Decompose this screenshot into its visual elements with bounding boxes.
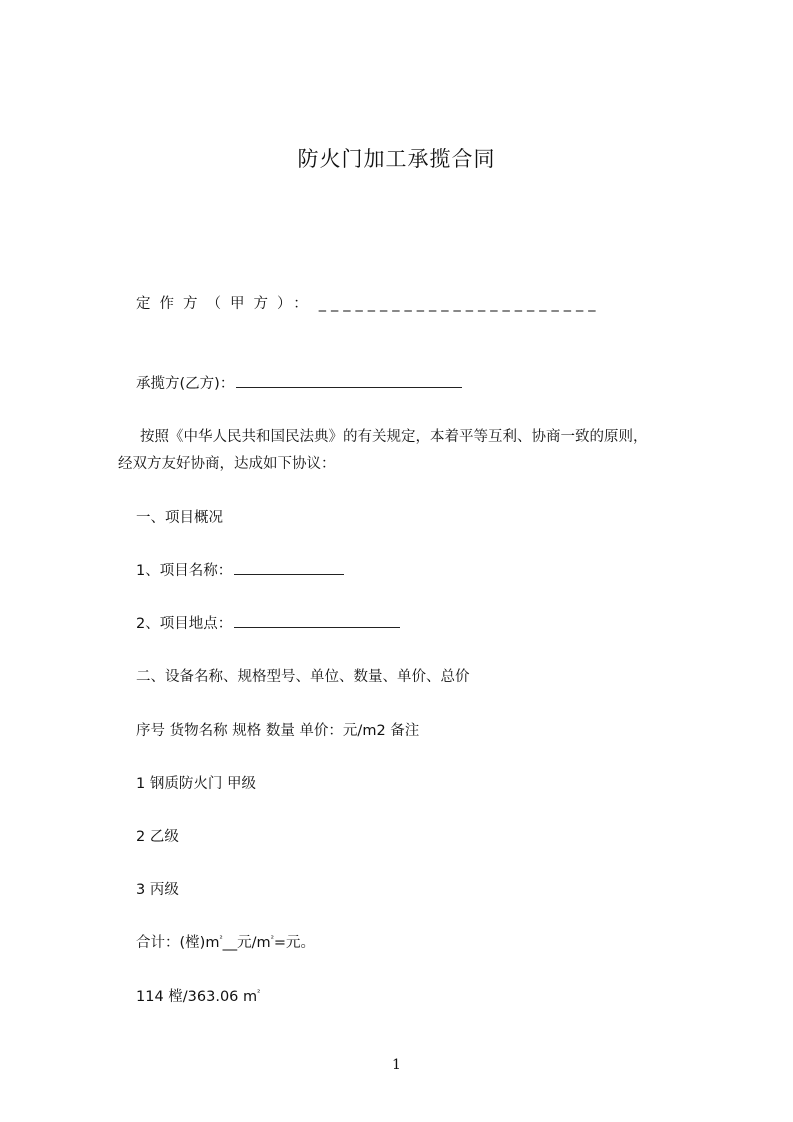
party-a-line <box>136 292 601 313</box>
page-number: 1 <box>392 1057 401 1073</box>
square-mark: ² <box>219 934 223 944</box>
project-location-blank <box>234 613 400 628</box>
square-mark: ² <box>257 988 261 998</box>
total-suffix: =元。 <box>273 935 316 951</box>
project-name-blank <box>234 560 344 575</box>
section-2-heading: 二、设备名称、规格型号、单位、数量、单价、总价 <box>136 669 470 685</box>
total-prefix: 合计：(樘)m <box>136 935 220 951</box>
summary-line <box>136 985 260 1006</box>
project-name-label: 1、项目名称： <box>136 563 233 579</box>
document-title: 防火门加工承揽合同 <box>297 147 496 171</box>
total-line <box>136 931 315 952</box>
party-b-label: 承揽方(乙方)： <box>136 376 235 392</box>
party-a-blank: _______________________ <box>318 296 601 312</box>
intro-line-2: 经双方友好协商，达成如下协议： <box>118 456 336 472</box>
list-item: 1 钢质防火门 甲级 <box>136 776 256 792</box>
square-mark: ² <box>270 934 274 944</box>
intro-line-1: 按照《中华人民共和国民法典》的有关规定，本着平等互利、协商一致的原则， <box>140 429 648 445</box>
party-b-line <box>136 372 462 393</box>
project-location-line <box>136 612 400 633</box>
party-a-label: 定作方（甲方）： <box>136 296 317 312</box>
section-1-heading: 一、项目概况 <box>136 510 223 526</box>
total-mid: __元/m <box>222 935 271 951</box>
table-header: 序号 货物名称 规格 数量 单价：元/m2 备注 <box>136 723 420 739</box>
project-location-label: 2、项目地点： <box>136 616 233 632</box>
project-name-line <box>136 559 344 580</box>
list-item: 2 乙级 <box>136 829 179 845</box>
list-item: 3 丙级 <box>136 882 179 898</box>
summary-text: 114 樘/363.06 m <box>136 989 258 1005</box>
party-b-blank <box>236 373 462 388</box>
